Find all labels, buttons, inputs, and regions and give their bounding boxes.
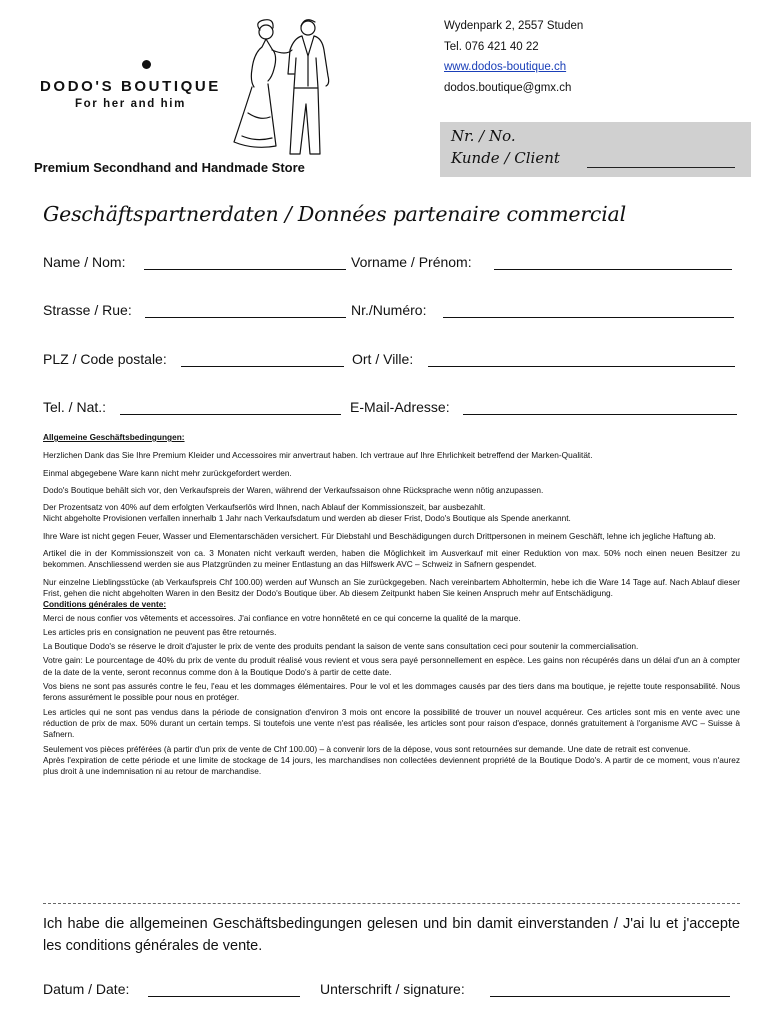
terms-fr-paragraph: Seulement vos pièces préférées (à partir d'un prix de vente de Chf 100.00) – à convenir lors de la dépose, vous sont retournées sur demande. Une date de retrait est convenue. [43,743,691,754]
city-label: Ort / Ville: [352,351,414,367]
terms-fr-heading: Conditions générales de vente: [43,599,167,610]
name-label: Name / Nom: [43,254,126,270]
street-label: Strasse / Rue: [43,302,132,318]
client-label: Kunde / Client [451,149,560,167]
terms-fr-paragraph: Votre gain: Le pourcentage de 40% du prix de vente du produit réalisé vous revient et vous sera payé personnellement en espèce. Les gains non récupérés dans un délai d'un an à compter de la date de la vente, seront reconnus comme don à la Boutique Dodo's à partir de cette date. [43,655,740,677]
terms-de-paragraph: Herzlichen Dank das Sie Ihre Premium Kleider und Accessoires mir anvertraut haben. Ich vertraue auf Ihre Ehrlichkeit betreffend der Marken-Qualität. [43,450,593,461]
terms-de-paragraph: Dodo's Boutique behält sich vor, den Verkaufspreis der Waren, während der Verkaufssaison ohne Rücksprache wenn nötig anzupassen. [43,484,544,495]
terms-de-paragraph: Nur einzelne Lieblingsstücke (ab Verkaufspreis Chf 100.00) werden auf Wunsch an Sie zurückgegeben. Nach vereinbartem Abholtermin, hebe ich die Ware 14 Tage auf. Nach Ablauf dieser Frist, gehen die nicht abgeholten Waren in den Besitz der Dodo's Boutique über. Ab diesem Zeitpunkt haben Sie keinen Anspruch mehr auf Entschädigung. [43,576,740,598]
zip-field[interactable] [181,366,344,367]
email-text: dodos.boutique@gmx.ch [444,81,572,94]
signature-field[interactable] [490,996,730,997]
client-number-label: Nr. / No. [451,127,516,145]
name-field[interactable] [144,269,346,270]
terms-de-paragraph: Einmal abgegebene Ware kann nicht mehr zurückgefordert werden. [43,467,292,478]
store-tagline: Premium Secondhand and Handmade Store [34,160,305,175]
terms-de-paragraph: Artikel die in der Kommissionszeit von ca. 3 Monaten nicht verkauft werden, haben die Möglichkeit im Ausverkauf mit einer Reduktion von max. 50% noch einen neuen Besitzer zu bekommen. Anschliessend werden sie aus Platzgründen zu meiner Entlastung an das Hilfswerk AVC – Schweiz in Safnern gespendet. [43,548,740,570]
signature-label: Unterschrift / signature: [320,981,465,997]
city-field[interactable] [428,366,735,367]
couple-illustration [222,18,352,158]
terms-fr-paragraph: Les articles pris en consignation ne peuvent pas être retournés. [43,626,277,637]
agreement-statement: Ich habe die allgemeinen Geschäftsbedingungen gelesen und bin damit einverstanden / J'ai lu et j'accepte les conditions générales de vente. [43,916,740,954]
terms-fr-paragraph: Merci de nous confier vos vêtements et accessoires. J'ai confiance en votre honnêteté en ce qui concerne la qualité de la marque. [43,612,521,623]
terms-de-paragraph: Der Prozentsatz von 40% auf dem erfolgten Verkaufserlös wird Ihnen, nach Ablauf der Kommissionszeit, bar ausbezahlt. [43,502,486,513]
client-field-line[interactable] [587,167,735,168]
terms-de-paragraph: Ihre Ware ist nicht gegen Feuer, Wasser und Elementarschäden versichert. Für Diebstahl und Beschädigungen durch Drittpersonen in meinem Geschäft, lehne ich jegliche Haftung ab. [43,530,716,541]
terms-fr-paragraph: La Boutique Dodo's se réserve le droit d'ajuster le prix de vente des produits pendant la saison de vente sans consultation ceci pour soutenir la commercialisation. [43,641,639,652]
address-text: Wydenpark 2, 2557 Studen [444,20,584,32]
email-label: E-Mail-Adresse: [350,399,450,415]
phone-text: Tel. 076 421 40 22 [444,40,539,53]
number-label: Nr./Numéro: [351,302,427,318]
contact-block [444,16,583,98]
form-title: Geschäftspartnerdaten / Données partenaire commercial [43,202,626,226]
terms-de-heading: Allgemeine Geschäftsbedingungen: [43,432,185,442]
client-number-box [440,122,751,177]
email-field[interactable] [463,414,737,415]
terms-fr-paragraph: Après l'expiration de cette période et une limite de stockage de 14 jours, les marchandises non collectées deviennent propriété de la Boutique Dodo's. A partir de ce moment, vous n'aurez plus droit à une indemnisation ni au retour de marchandise. [43,754,740,777]
logo-dot [142,60,151,69]
brand-subtitle: For her and him [75,98,186,110]
firstname-field[interactable] [494,269,732,270]
terms-fr-paragraph: Les articles qui ne sont pas vendus dans la période de consignation d'environ 3 mois ont encore la possibilité de trouver un nouvel acquéreur. Ces articles sont mis en vente avec une réduction de prix de max. 50% durant un certain temps. Si toutefois une vente n'est pas réalisée, les articles sont pour raison d'espace, donnés gratuitement à l'organisme AVC – Suisse à Safnern. [43,706,740,740]
terms-de-paragraph: Nicht abgeholte Provisionen verfallen innerhalb 1 Jahr nach Verkaufsdatum und werden ab dieser Frist, Dodo's Boutique als Spende anerkannt. [43,513,571,524]
date-label: Datum / Date: [43,981,130,997]
number-field[interactable] [443,317,734,318]
date-field[interactable] [148,996,300,997]
firstname-label: Vorname / Prénom: [351,254,472,270]
website-link[interactable]: www.dodos-boutique.ch [444,61,567,73]
terms-fr-paragraph: Vos biens ne sont pas assurés contre le feu, l'eau et les dommages élémentaires. Pour le vol et les dommages causés par des tiers dans ma boutique, je rejette toute responsabilité. Nous ferons assurément le possible pour nous en protéger. [43,681,740,703]
street-field[interactable] [145,317,346,318]
phone-label: Tel. / Nat.: [43,399,107,415]
phone-field[interactable] [120,414,341,415]
section-divider [43,903,740,904]
brand-name: DODO'S BOUTIQUE [40,78,221,95]
zip-label: PLZ / Code postale: [43,351,167,367]
terms-section [43,432,740,777]
